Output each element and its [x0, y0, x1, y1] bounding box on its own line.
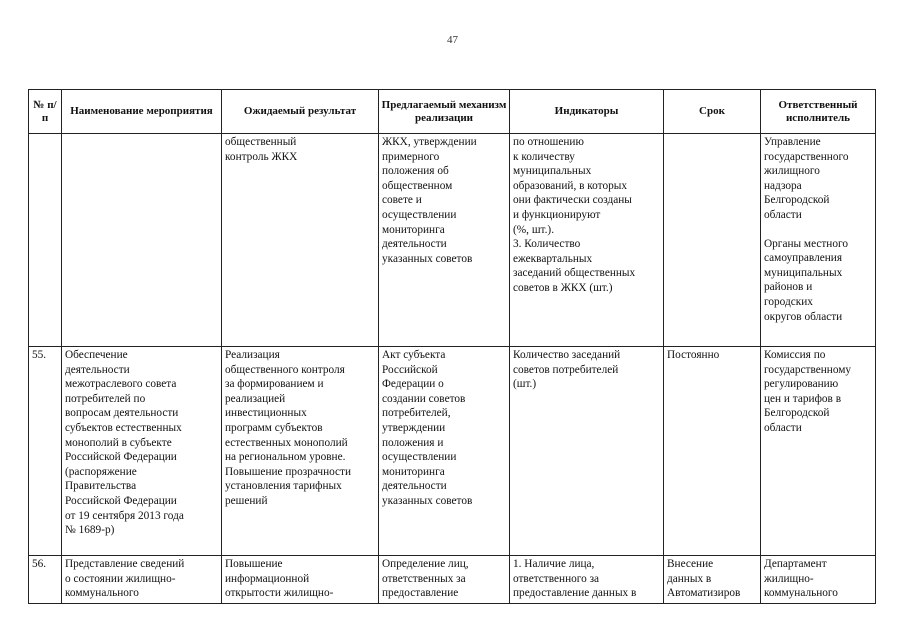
expected-result: общественный контроль ЖКХ: [222, 134, 379, 347]
measure-name: [62, 134, 222, 347]
table-header-row: [29, 90, 876, 134]
term: [664, 134, 761, 347]
row-number: [29, 134, 62, 347]
executor-primary: Управление государственного жилищного надзора Белгородской области: [764, 136, 849, 221]
mechanism: ЖКХ, утверждении примерного положения об общественном совете и осуществлении мониторинга деятельности указанных советов: [379, 134, 510, 347]
mechanism: Определение лиц, ответственных за предоставление: [379, 556, 510, 604]
table-row: [29, 347, 876, 556]
indicators: по отношению к количеству муниципальных образований, в которых они фактически созданы и функционируют (%, шт.). 3. Количество ежеквартальных заседаний общественных советов в ЖКХ (шт.): [510, 134, 664, 347]
mechanism: Акт субъекта Российской Федерации о создании советов потребителей, утверждении положения и осуществлении мониторинга деятельности указанных советов: [379, 347, 510, 556]
table-row: [29, 134, 876, 347]
indicators: Количество заседаний советов потребителей (шт.): [510, 347, 664, 556]
row-number: 55.: [29, 347, 62, 556]
term: Постоянно: [664, 347, 761, 556]
expected-result: Повышение информационной открытости жилищно-: [222, 556, 379, 604]
header-number: № п/п: [29, 90, 62, 134]
header-term: Срок: [664, 90, 761, 134]
executor: Комиссия по государственному регулированию цен и тарифов в Белгородской области: [761, 347, 876, 556]
table-row: [29, 556, 876, 604]
header-indicators: Индикаторы: [510, 90, 664, 134]
header-expected-result: Ожидаемый результат: [222, 90, 379, 134]
page-number: 47: [447, 34, 458, 46]
term: Внесение данных в Автоматизиров: [664, 556, 761, 604]
measure-name: Обеспечение деятельности межотраслевого совета потребителей по вопросам деятельности субъектов естественных монополий в субъекте Российской Федерации (распоряжение Правительства Российской Федерации от 19 сентября 2013 года № 1689-р): [62, 347, 222, 556]
header-executor: Ответственный исполнитель: [761, 90, 876, 134]
header-mechanism: Предлагаемый механизм реализации: [379, 90, 510, 134]
executor-secondary: Органы местного самоуправления муниципальных районов и городских округов области: [764, 237, 849, 323]
executor: [761, 134, 876, 347]
indicators: 1. Наличие лица, ответственного за предоставление данных в: [510, 556, 664, 604]
header-measure-name: Наименование мероприятия: [62, 90, 222, 134]
executor: Департамент жилищно- коммунального: [761, 556, 876, 604]
row-number: 56.: [29, 556, 62, 604]
expected-result: Реализация общественного контроля за формированием и реализацией инвестиционных программ субъектов естественных монополий на региональном уровне. Повышение прозрачности установления тарифных решений: [222, 347, 379, 556]
measure-name: Представление сведений о состоянии жилищно- коммунального: [62, 556, 222, 604]
measures-table: [28, 89, 876, 604]
